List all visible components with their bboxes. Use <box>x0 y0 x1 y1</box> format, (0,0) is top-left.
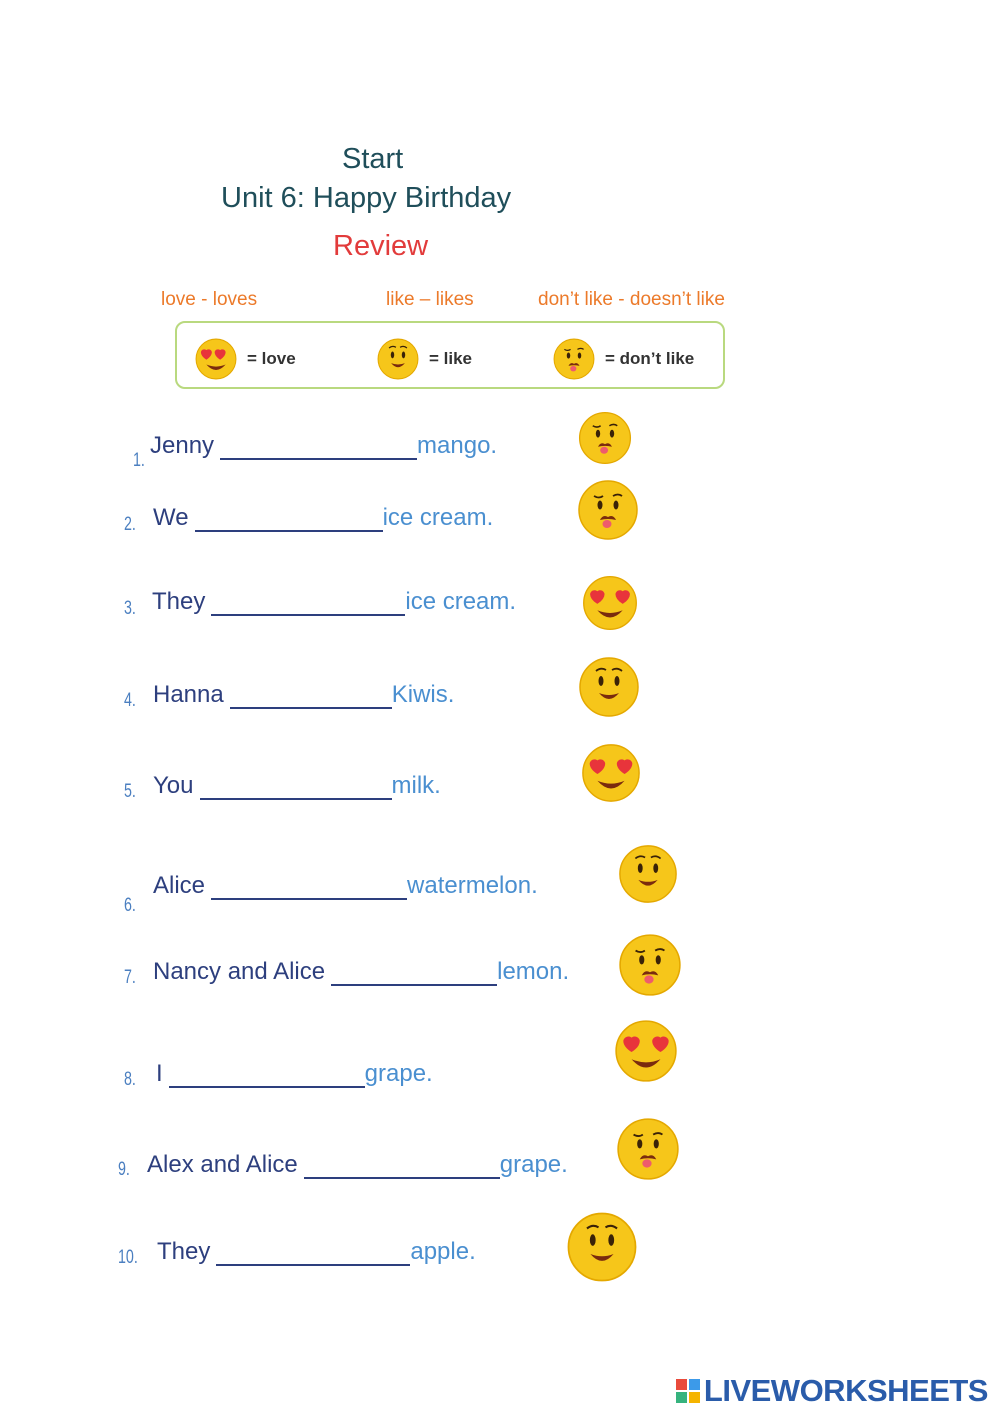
legend-dont-like <box>549 337 694 381</box>
disgusted-face-icon <box>575 478 641 542</box>
heart-eyes-face-icon <box>612 1018 680 1084</box>
question-number: 1. <box>133 450 145 471</box>
answer-blank[interactable] <box>211 590 405 616</box>
disgusted-face-icon <box>617 932 683 998</box>
answer-blank[interactable] <box>200 774 392 800</box>
question-row <box>156 1060 433 1088</box>
question-object: watermelon. <box>407 872 538 899</box>
heading-start: Start <box>342 143 404 175</box>
question-subject: They <box>152 588 206 615</box>
logo-text: LIVEWORKSHEETS <box>703 1373 988 1408</box>
answer-blank[interactable] <box>220 434 417 460</box>
question-object: milk. <box>391 772 441 799</box>
answer-blank[interactable] <box>169 1062 365 1088</box>
legend-like <box>373 337 472 381</box>
question-subject: Jenny <box>150 432 215 459</box>
question-subject: Nancy and Alice <box>153 958 326 985</box>
question-subject: You <box>153 772 194 799</box>
question-subject: They <box>157 1238 211 1265</box>
question-number: 3. <box>124 598 136 619</box>
question-row <box>153 958 569 986</box>
question-object: grape. <box>364 1060 433 1087</box>
answer-blank[interactable] <box>211 874 407 900</box>
smiling-face-icon <box>373 337 423 381</box>
question-row <box>153 872 538 900</box>
question-number: 4. <box>124 690 136 711</box>
question-subject: Hanna <box>153 681 224 708</box>
heart-eyes-face-icon <box>580 742 642 804</box>
disgusted-face-icon <box>615 1115 681 1183</box>
question-object: lemon. <box>497 958 570 985</box>
question-subject: Alice <box>153 872 206 899</box>
question-object: Kiwis. <box>391 681 455 708</box>
verb-header-like: like – likes <box>386 289 474 310</box>
question-subject: Alex and Alice <box>147 1151 298 1178</box>
question-object: mango. <box>417 432 498 459</box>
question-row <box>157 1238 476 1266</box>
disgusted-face-icon <box>572 410 638 466</box>
heart-eyes-face-icon <box>191 337 241 381</box>
legend-box <box>175 321 725 389</box>
answer-blank[interactable] <box>195 506 383 532</box>
question-object: apple. <box>410 1238 476 1265</box>
question-subject: We <box>153 504 189 531</box>
question-row <box>152 588 516 616</box>
question-number: 9. <box>118 1159 130 1180</box>
liveworksheets-logo <box>676 1373 988 1409</box>
question-number: 8. <box>124 1069 136 1090</box>
legend-love <box>191 337 296 381</box>
smiling-face-icon <box>577 654 641 720</box>
question-row <box>153 681 454 709</box>
legend-love-label: = love <box>247 349 296 368</box>
answer-blank[interactable] <box>304 1153 500 1179</box>
question-row <box>147 1151 568 1179</box>
verb-header-love: love - loves <box>161 289 258 310</box>
question-row <box>150 432 497 460</box>
smiling-face-icon <box>614 843 682 905</box>
question-row <box>153 772 441 800</box>
question-number: 6. <box>124 895 136 916</box>
legend-like-label: = like <box>429 349 473 368</box>
smiling-face-icon <box>564 1210 640 1284</box>
heart-eyes-face-icon <box>581 573 639 633</box>
question-object: ice cream. <box>382 504 494 531</box>
logo-grid-icon <box>676 1379 700 1403</box>
review-heading: Review <box>333 230 429 262</box>
disgusted-face-icon <box>549 337 599 381</box>
unit-title: Unit 6: Happy Birthday <box>221 182 512 214</box>
verb-header-dont-like: don’t like - doesn’t like <box>538 289 725 310</box>
question-number: 7. <box>124 967 136 988</box>
answer-blank[interactable] <box>331 960 497 986</box>
question-subject: I <box>156 1060 163 1087</box>
question-number: 5. <box>124 781 136 802</box>
question-number: 10. <box>118 1247 138 1268</box>
question-object: grape. <box>499 1151 568 1178</box>
question-number: 2. <box>124 514 136 535</box>
legend-dont-like-label: = don’t like <box>605 349 695 368</box>
question-object: ice cream. <box>405 588 517 615</box>
question-row <box>153 504 493 532</box>
answer-blank[interactable] <box>216 1240 410 1266</box>
answer-blank[interactable] <box>230 683 392 709</box>
